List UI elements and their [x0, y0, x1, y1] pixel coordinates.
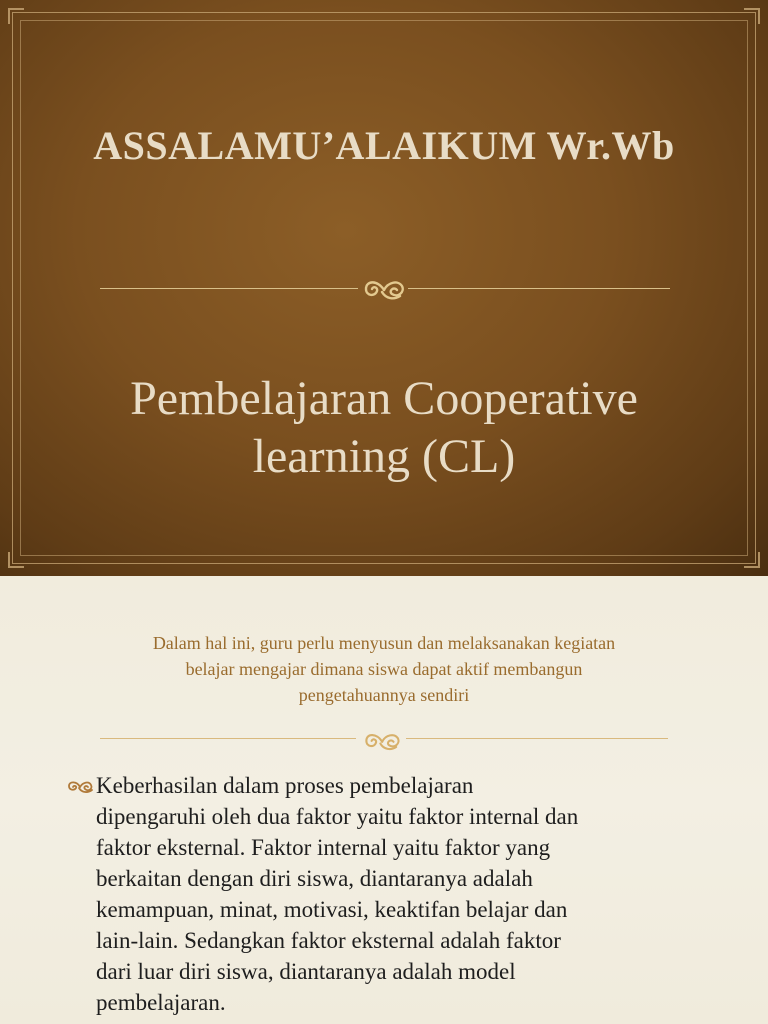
divider-line-left [100, 738, 356, 739]
bullet-line: dipengaruhi oleh dua faktor yaitu faktor internal dan [96, 804, 579, 829]
bullet-line: faktor eksternal. Faktor internal yaitu faktor yang [96, 835, 551, 860]
divider-line-right [406, 738, 668, 739]
frame-corner-top-left [8, 8, 24, 24]
bullet-flourish-icon [66, 776, 96, 796]
frame-corner-bottom-left [8, 552, 24, 568]
intro-paragraph [60, 630, 708, 708]
bullet-line: dari luar diri siswa, diantaranya adalah model [96, 959, 516, 984]
bullet-line: Keberhasilan dalam proses pembelajaran [96, 773, 474, 798]
bullet-item [66, 770, 726, 1018]
bullet-line: pembelajaran. [96, 990, 226, 1015]
bullet-line: lain-lain. Sedangkan faktor eksternal adalah faktor [96, 928, 561, 953]
flourish-ornament-icon [358, 726, 408, 754]
bullet-line: kemampuan, minat, motivasi, keaktifan belajar dan [96, 897, 568, 922]
ornament-divider [100, 726, 668, 754]
frame-corner-top-right [744, 8, 760, 24]
greeting-title: ASSALAMU’ALAIKUM Wr.Wb [93, 123, 675, 168]
subtitle-line: learning (CL) [252, 430, 516, 483]
slide-subtitle [0, 370, 768, 486]
ornament-divider [100, 272, 670, 304]
intro-line: Dalam hal ini, guru perlu menyusun dan melaksanakan kegiatan [152, 633, 616, 653]
divider-line-right [408, 288, 670, 289]
intro-line: pengetahuannya sendiri [298, 685, 470, 705]
intro-line: belajar mengajar dimana siswa dapat aktif membangun [185, 659, 583, 679]
bullet-line: berkaitan dengan diri siswa, diantaranya adalah [96, 866, 533, 891]
frame-corner-bottom-right [744, 552, 760, 568]
bullet-text [66, 770, 726, 1018]
subtitle-line: Pembelajaran Cooperative [130, 372, 638, 425]
divider-line-left [100, 288, 358, 289]
content-slide [0, 576, 768, 1024]
flourish-ornament-icon [360, 272, 410, 304]
